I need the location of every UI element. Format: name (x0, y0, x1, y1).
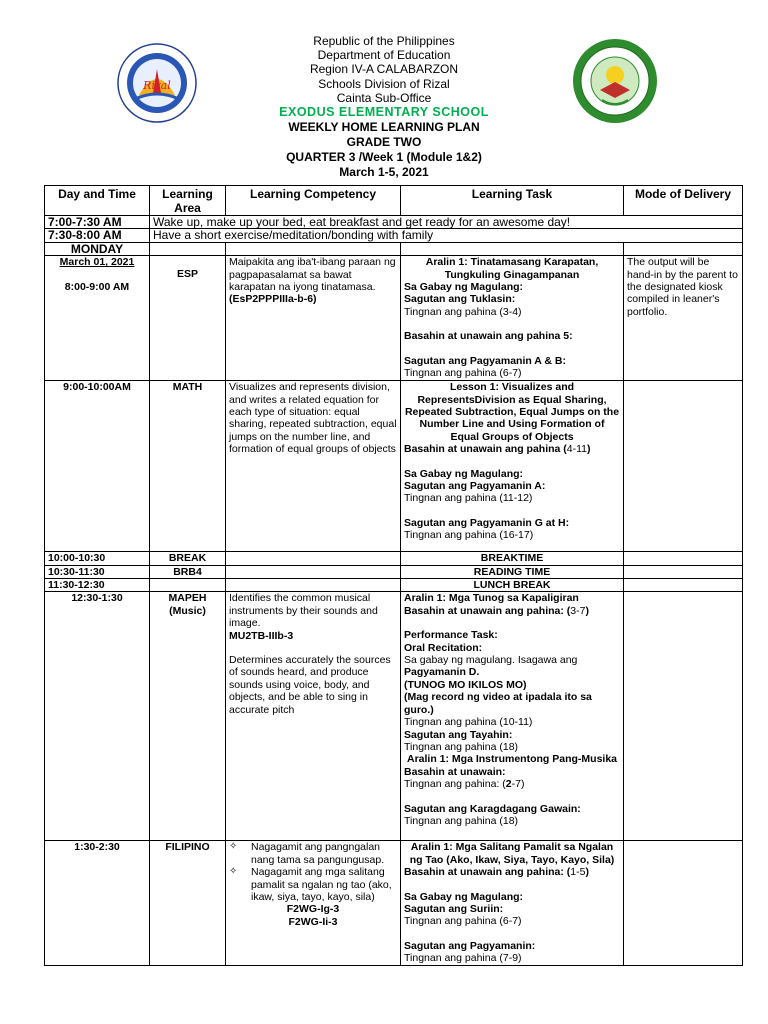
table-header-row (45, 186, 743, 216)
header-line-deped: Department of Education (317, 48, 451, 63)
task-cell: READING TIME (401, 565, 624, 578)
task-cell: LUNCH BREAK (401, 579, 624, 592)
task-cell: Lesson 1: Visualizes and RepresentsDivision as Equal Sharing, Repeated Subtraction, Equal Jumps on the Number Line and Using Formation of Equal Groups of Objects Basahin at unawain ang pahina (4-11) Sa Gabay ng Magulang: Sagutan ang Pagyamanin A: Tingnan ang pahina (11-12) Sagutan ang Pagyamanin G at H: Tingnan ang pahina (16-17) (401, 381, 624, 552)
learning-plan-table (44, 185, 743, 966)
table-row (45, 579, 743, 592)
competency-cell: Identifies the common musical instruments by their sounds and image. MU2TB-IIIb-3 Determines accurately the sources of sounds heard, and produce sounds using voice, body, and objects, and be able to sing in accurate pitch (226, 592, 401, 841)
task-cell: Aralin 1: Mga Tunog sa Kapaligiran Basahin at unawain ang pahina: (3-7) Performance Task: Oral Recitation: Sa gabay ng magulang. Isagawa ang Pagyamanin D. (TUNOG MO IKILOS MO) (Mag record ng video at ipadala ito sa guro.) Tingnan ang pahina (10-11) Sagutan ang Tayahin: Tingnan ang pahina (18) Aralin 1: Mga Instrumentong Pang-Musika Basahin at unawain: Tingnan ang pahina: (2-7) Sagutan ang Karagdagang Gawain: Tingnan ang pahina (18) (401, 592, 624, 841)
area-cell: BRB4 (150, 565, 226, 578)
quarter-week: QUARTER 3 /Week 1 (Module 1&2) (286, 150, 482, 165)
table-row (45, 552, 743, 565)
area-cell: FILIPINO (150, 841, 226, 965)
date-range: March 1-5, 2021 (339, 165, 429, 180)
table-row (45, 216, 743, 229)
time-cell: 12:30-1:30 (45, 592, 150, 841)
time-cell: 7:00-7:30 AM (45, 216, 150, 229)
col-header-learning-task: Learning Task (401, 186, 624, 216)
header-line-division: Schools Division of Rizal (318, 76, 450, 91)
delivery-cell: The output will be hand-in by the parent to the designated kiosk compiled in leaner's portfolio. (624, 256, 743, 381)
time-cell: 11:30-12:30 (45, 579, 150, 592)
task-cell: Aralin 1: Mga Salitang Pamalit sa Ngalan ng Tao (Ako, Ikaw, Siya, Tayo, Kayo, Sila) Basahin at unawain ang pahina: (1-5) Sa Gabay ng Magulang: Sagutan ang Suriin: Tingnan ang pahina (6-7) Sagutan ang Pagyamanin: Tingnan ang pahina (7-9) (401, 841, 624, 965)
day-row (45, 242, 743, 255)
list-item: ✧ Nagagamit ang pangngalan nang tama sa pangungusap. (229, 841, 385, 866)
diamond-bullet-icon: ✧ (229, 866, 238, 878)
diamond-bullet-icon: ✧ (229, 841, 238, 853)
table-row (45, 256, 743, 381)
time-cell: 1:30-2:30 (45, 841, 150, 965)
col-header-mode-delivery: Mode of Delivery (624, 186, 743, 216)
time-cell: 9:00-10:00AM (45, 381, 150, 552)
competency-cell: Visualizes and represents division, and writes a related equation for each type of situation: equal sharing, repeated subtraction, equal jumps on the number line, and formation of equal groups of objects (226, 381, 401, 552)
table-row (45, 565, 743, 578)
competency-cell: Maipakita ang iba't-ibang paraan ng pagpapasalamat sa bawat karapatan na iyong tinatamasa. (EsP2PPPIIIa-b-6) (226, 256, 401, 381)
activity-cell: Wake up, make up your bed, eat breakfast and get ready for an awesome day! (150, 216, 743, 229)
list-item: ✧ Nagagamit ang mga salitang pamalit sa ngalan ng tao (ako, ikaw, siya, tayo, kayo, sila) (229, 866, 392, 904)
table-row (45, 381, 743, 552)
col-header-competency: Learning Competency (226, 186, 401, 216)
time-label: 8:00-9:00 AM (64, 280, 130, 293)
time-cell (45, 256, 150, 381)
task-cell: Aralin 1: Tinatamasang Karapatan, Tungkuling Ginagampanan Sa Gabay ng Magulang: Sagutan ang Tuklasin: Tingnan ang pahina (3-4) Basahin at unawain ang pahina 5: Sagutan ang Pagyamanin A & B: Tingnan ang pahina (6-7) (401, 256, 624, 381)
table-row (45, 229, 743, 242)
delivery-cell (624, 592, 743, 841)
delivery-cell (624, 381, 743, 552)
col-header-day-time: Day and Time (45, 186, 150, 216)
competency-cell: ✧ Nagagamit ang pangngalan nang tama sa pangungusap. ✧ Nagagamit ang mga salitang pamalit sa ngalan ng tao (ako, ikaw, siya, tayo, kayo, sila) F2WG-Ig-3 F2WG-Ii-3 (226, 841, 401, 965)
delivery-cell (624, 841, 743, 965)
time-cell: 10:30-11:30 (45, 565, 150, 578)
document-header (0, 34, 768, 180)
col-header-learning-area: Learning Area (150, 186, 226, 216)
school-name: EXODUS ELEMENTARY SCHOOL (279, 105, 489, 120)
date-label: March 01, 2021 (59, 256, 135, 269)
plan-title: WEEKLY HOME LEARNING PLAN (288, 120, 480, 135)
area-cell: MATH (150, 381, 226, 552)
day-label: MONDAY (45, 242, 150, 255)
area-cell: MAPEH (Music) (150, 592, 226, 841)
table-row (45, 592, 743, 841)
task-cell: BREAKTIME (401, 552, 624, 565)
time-cell: 10:00-10:30 (45, 552, 150, 565)
table-row (45, 841, 743, 965)
activity-cell: Have a short exercise/meditation/bonding with family (150, 229, 743, 242)
header-line-suboffice: Cainta Sub-Office (336, 90, 432, 105)
grade-level: GRADE TWO (346, 135, 422, 150)
header-line-republic: Republic of the Philippines (313, 34, 455, 48)
header-line-region: Region IV-A CALABARZON (309, 62, 459, 77)
area-cell: ESP (150, 256, 226, 381)
time-cell: 7:30-8:00 AM (45, 229, 150, 242)
logo-rizal-text: Rizal (143, 79, 171, 92)
area-cell: BREAK (150, 552, 226, 565)
